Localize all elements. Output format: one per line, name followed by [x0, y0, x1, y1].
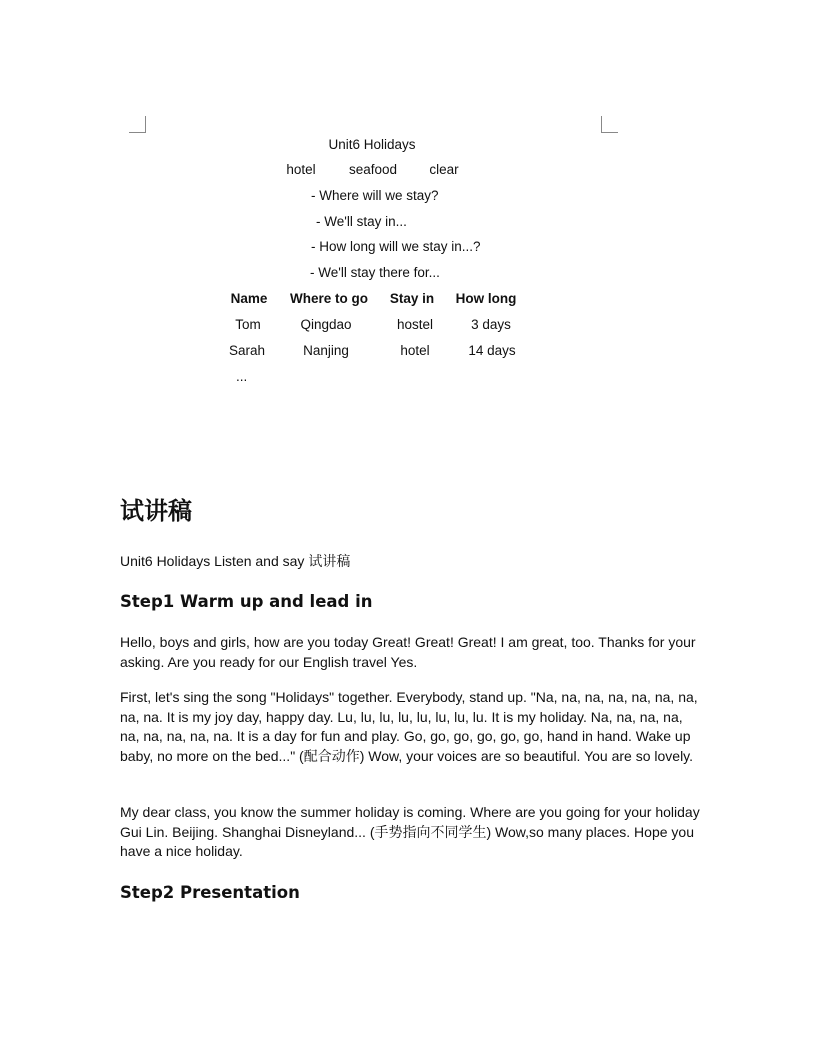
- step1-heading: Step1 Warm up and lead in: [120, 592, 373, 611]
- paragraph: My dear class, you know the summer holiday is coming. Where are you going for your holiday Gui Lin. Beijing. Shanghai Disneyland... (手势指向不同学生) Wow,so many places. Hope you have a nice holiday.: [120, 804, 700, 860]
- dialogue-line: - We'll stay there for...: [310, 265, 440, 280]
- page-corner-mark-left: [129, 116, 146, 133]
- table-cell: hotel: [400, 343, 430, 358]
- dialogue-line: - Where will we stay?: [311, 188, 439, 203]
- table-cell: Sarah: [228, 343, 266, 358]
- table-header: Name: [230, 291, 268, 306]
- dialogue-line: - We'll stay in...: [316, 214, 407, 229]
- dialogue-line: - How long will we stay in...?: [311, 239, 481, 254]
- table-header: Stay in: [389, 291, 435, 306]
- paragraph: First, let's sing the song "Holidays" together. Everybody, stand up. "Na, na, na, na, na, na, na, na, na. It is my joy day, happy day. Lu, lu, lu, lu, lu, lu, lu, lu. It is my holiday. Na, na, na, na, na, na, na, na, na. It is a day for fun and play. Go, go, go, go, go, go, hand in hand. Wake up baby, no more on the bed..." (配合动作) Wow, your voices are so beautiful. You are so lovely.: [120, 689, 698, 764]
- table-cell: 14 days: [468, 343, 516, 358]
- vocab-word: seafood: [348, 162, 398, 177]
- table-cell: Nanjing: [303, 343, 349, 358]
- slide-title: Unit6 Holidays: [328, 137, 416, 152]
- table-header: Where to go: [290, 291, 368, 306]
- step2-heading: Step2 Presentation: [120, 883, 300, 902]
- table-cell: Qingdao: [300, 317, 352, 332]
- table-cell: Tom: [235, 317, 261, 332]
- table-cell: 3 days: [471, 317, 511, 332]
- document-subtitle: Unit6 Holidays Listen and say 试讲稿: [120, 553, 351, 569]
- document-heading: 试讲稿: [120, 497, 192, 525]
- vocab-word: clear: [429, 162, 459, 177]
- page-corner-mark-right: [601, 116, 618, 133]
- table-header: How long: [455, 291, 517, 306]
- paragraph: Hello, boys and girls, how are you today Great! Great! Great! I am great, too. Thanks for your asking. Are you ready for our English travel Yes.: [120, 634, 696, 670]
- table-cell: hostel: [396, 317, 434, 332]
- table-ellipsis: ...: [236, 369, 248, 384]
- vocab-word: hotel: [286, 162, 316, 177]
